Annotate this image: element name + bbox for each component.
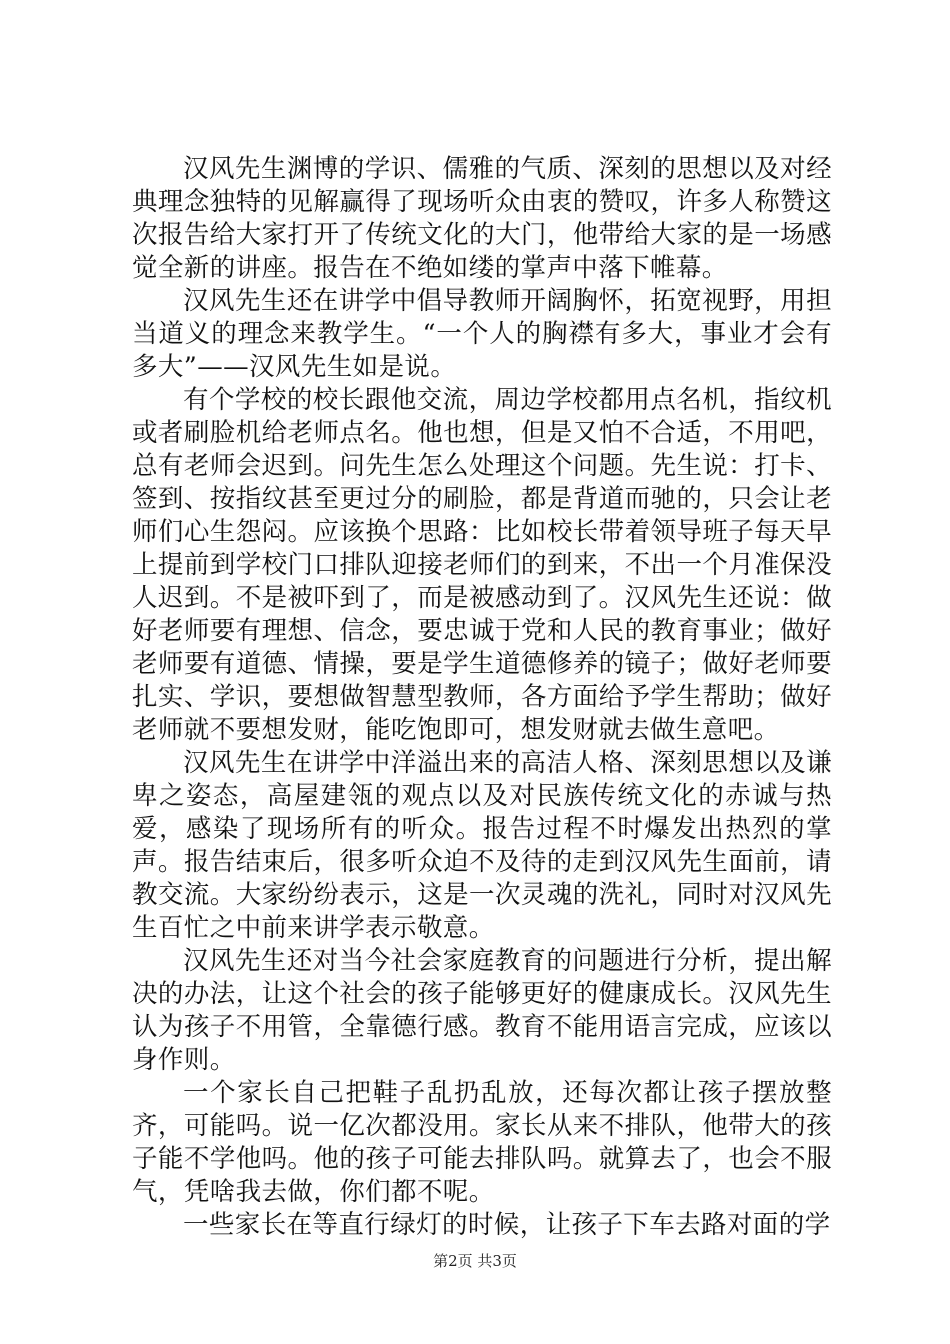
page-footer: 第2页 共3页 xyxy=(433,1252,517,1270)
paragraph: 汉风先生渊博的学识、儒雅的气质、深刻的思想以及对经典理念独特的见解赢得了现场听众由衷的赞叹，许多人称赞这次报告给大家打开了传统文化的大门，他带给大家的是一场感觉全新的讲座。报告在不绝如缕的掌声中落下帷幕。 xyxy=(132,154,832,283)
paragraph: 有个学校的校长跟他交流，周边学校都用点名机，指纹机或者刷脸机给老师点名。他也想，但是又怕不合适，不用吧，总有老师会迟到。问先生怎么处理这个问题。先生说：打卡、签到、按指纹甚至更过分的刷脸，都是背道而驰的，只会让老师们心生怨闷。应该换个思路：比如校长带着领导班子每天早上提前到学校门口排队迎接老师们的到来，不出一个月准保没人迟到。不是被吓到了，而是被感动到了。汉风先生还说：做好老师要有理想、信念，要忠诚于党和人民的教育事业；做好老师要有道德、情操，要是学生道德修养的镜子；做好老师要扎实、学识，要想做智慧型教师，各方面给予学生帮助；做好老师就不要想发财，能吃饱即可，想发财就去做生意吧。 xyxy=(132,385,832,745)
paragraph: 一个家长自己把鞋子乱扔乱放，还每次都让孩子摆放整齐，可能吗。说一亿次都没用。家长从来不排队，他带大的孩子能不学他吗。他的孩子可能去排队吗。就算去了，也会不服气，凭啥我去做，你们都不呢。 xyxy=(132,1078,832,1207)
document-body xyxy=(132,153,832,1242)
paragraph: 一些家长在等直行绿灯的时候，让孩子下车去路对面的学 xyxy=(183,1210,831,1240)
paragraph: 汉风先生还对当今社会家庭教育的问题进行分析，提出解决的办法，让这个社会的孩子能够更好的健康成长。汉风先生认为孩子不用管，全靠德行感。教育不能用语言完成，应该以身作则。 xyxy=(132,946,832,1075)
paragraph: 汉风先生在讲学中洋溢出来的高洁人格、深刻思想以及谦卑之姿态，高屋建瓴的观点以及对民族传统文化的赤诚与热爱，感染了现场所有的听众。报告过程不时爆发出热烈的掌声。报告结束后，很多听众迫不及待的走到汉风先生面前，请教交流。大家纷纷表示，这是一次灵魂的洗礼，同时对汉风先生百忙之中前来讲学表示敬意。 xyxy=(132,748,832,943)
paragraph: 汉风先生还在讲学中倡导教师开阔胸怀，拓宽视野，用担当道义的理念来教学生。“一个人的胸襟有多大，事业才会有多大”——汉风先生如是说。 xyxy=(132,286,832,382)
